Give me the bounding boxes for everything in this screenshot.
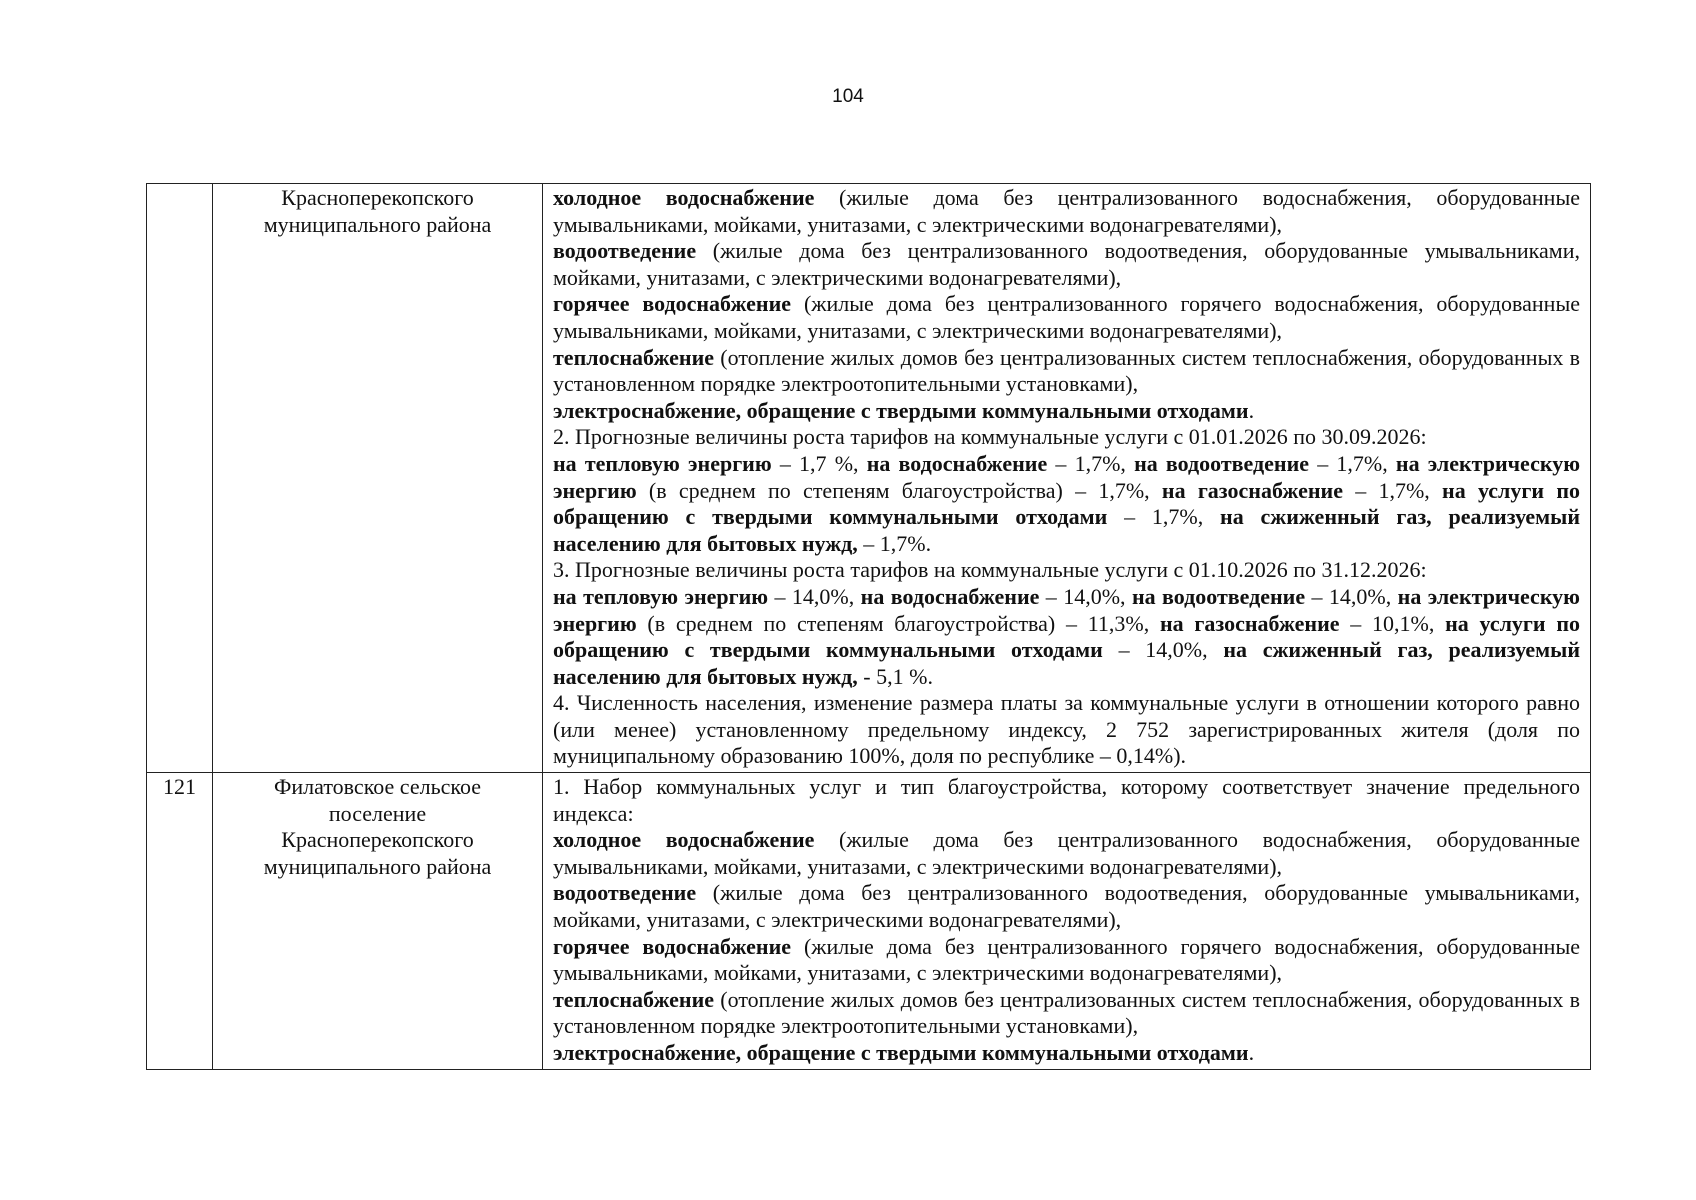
text-run: . (1248, 1040, 1255, 1065)
row-number-cell (147, 184, 213, 773)
text-run: – 1,7 %, (771, 450, 867, 476)
description-cell (543, 773, 1591, 1070)
text-run: 4. Численность населения, изменение размера платы за коммунальные услуги в отношении которого равно (или менее) установленному предельному индексу, 2 752 зарегистрированных жителя (доля по муниципальному образованию 100%, доля по республике – 0,14%). (553, 690, 1580, 769)
text-run: – 1,7%, (1107, 504, 1221, 530)
municipality-name-line: поселение (328, 800, 427, 826)
description-paragraph (553, 424, 1580, 451)
municipality-name-line: Филатовское сельское (274, 774, 481, 800)
text-run: - 5,1 %. (857, 663, 933, 689)
bold-text-run: теплоснабжение (553, 344, 715, 370)
bold-text-run: теплоснабжение (553, 986, 715, 1012)
bold-text-run: водоотведение (553, 238, 697, 264)
text-run: (жилые дома без централизованного водоотведения, оборудованные умывальниками, мойками, унитазами, с электрическими водонагревателями), (553, 880, 1580, 933)
text-run: (отопление жилых домов без централизованных систем теплоснабжения, оборудованных в установленном порядке электроотопительными установками), (553, 986, 1580, 1039)
description-paragraph (553, 774, 1580, 827)
text-run: (в среднем по степеням благоустройства) – 11,3%, (636, 610, 1160, 636)
bold-text-run: холодное водоснабжение (553, 827, 815, 853)
text-run: 3. Прогнозные величины роста тарифов на коммунальные услуги с 01.10.2026 по 31.12.2026: (553, 557, 1427, 583)
description-paragraph (553, 291, 1580, 344)
bold-text-run: электроснабжение, обращение с твердыми коммунальными отходами (553, 397, 1249, 423)
text-run: (жилые дома без централизованного водоснабжения, оборудованные умывальниками, мойками, унитазами, с электрическими водонагревателями), (553, 827, 1580, 879)
bold-text-run: горячее водоснабжение (553, 291, 792, 317)
text-run: 1. Набор коммунальных услуг и тип благоустройства, которому соответствует значение предельного индекса: (553, 774, 1580, 826)
description-cell (543, 184, 1591, 773)
text-run: – 14,0%, (1039, 583, 1132, 609)
page-number: 104 (832, 86, 864, 107)
description-paragraph (553, 827, 1580, 880)
table-row (147, 184, 1591, 773)
description-paragraph (553, 584, 1580, 690)
text-run: (отопление жилых домов без централизованных систем теплоснабжения, оборудованных в установленном порядке электроотопительными установками), (553, 344, 1580, 397)
text-run: 2. Прогнозные величины роста тарифов на коммунальные услуги с 01.01.2026 по 30.09.2026: (553, 424, 1427, 450)
description-paragraph (553, 557, 1580, 584)
text-run: – 1,7%, (1342, 477, 1443, 503)
description-paragraph (553, 451, 1580, 557)
municipality-name-line: муниципального района (263, 211, 492, 237)
bold-text-run: на газоснабжение (1161, 477, 1343, 503)
description-paragraph (553, 185, 1580, 238)
text-run: – 1,7%. (857, 530, 932, 556)
text-run: (жилые дома без централизованного горячего водоснабжения, оборудованные умывальниками, мойками, унитазами, с электрическими водонагревателями), (553, 933, 1580, 986)
description-paragraph (553, 987, 1580, 1040)
municipality-name-line: Красноперекопского (281, 185, 474, 210)
table-row (147, 773, 1591, 1070)
row-number-cell: 121 (147, 773, 213, 1070)
bold-text-run: на тепловую энергию (553, 583, 769, 609)
bold-text-run: на газоснабжение (1159, 610, 1340, 636)
bold-text-run: на электрическую энергию (553, 583, 1580, 636)
bold-text-run: холодное водоснабжение (553, 185, 815, 210)
description-paragraph (553, 398, 1580, 425)
bold-text-run: на услуги по обращению с твердыми коммунальными отходами (553, 610, 1580, 663)
text-run: (в среднем по степеням благоустройства) – 1,7%, (636, 477, 1162, 503)
tariff-table (146, 183, 1591, 1070)
text-run: (жилые дома без централизованного водоотведения, оборудованные умывальниками, мойками, унитазами, с электрическими водонагревателями), (553, 238, 1580, 290)
text-run: (жилые дома без централизованного водоснабжения, оборудованные умывальниками, мойками, унитазами, с электрическими водонагревателями), (553, 185, 1580, 237)
bold-text-run: на услуги по обращению с твердыми коммунальными отходами (553, 477, 1580, 530)
municipality-name-cell (213, 184, 543, 773)
text-run: – 1,7%, (1047, 450, 1135, 476)
municipality-name-line: Красноперекопского (281, 827, 474, 853)
bold-text-run: на сжиженный газ, реализуемый населению для бытовых нужд, (553, 504, 1580, 556)
bold-text-run: горячее водоснабжение (553, 933, 792, 959)
bold-text-run: на водоотведение (1134, 450, 1310, 476)
description-paragraph (553, 345, 1580, 398)
bold-text-run: на водоснабжение (866, 450, 1048, 476)
description-paragraph (553, 690, 1580, 770)
text-run: – 1,7%, (1309, 450, 1396, 476)
text-run: (жилые дома без централизованного горячего водоснабжения, оборудованные умывальниками, мойками, унитазами, с электрическими водонагревателями), (553, 291, 1580, 343)
description-paragraph (553, 934, 1580, 987)
bold-text-run: водоотведение (553, 880, 697, 906)
text-run: – 14,0%, (1305, 583, 1398, 609)
municipality-name-cell (213, 773, 543, 1070)
text-run: – 14,0%, (1102, 637, 1224, 663)
text-run: . (1248, 397, 1255, 423)
description-paragraph (553, 1040, 1580, 1067)
description-paragraph (553, 238, 1580, 291)
municipality-name-line: муниципального района (263, 853, 492, 879)
bold-text-run: на тепловую энергию (553, 450, 772, 476)
bold-text-run: на водоотведение (1131, 583, 1306, 609)
description-paragraph (553, 880, 1580, 933)
bold-text-run: на водоснабжение (860, 583, 1040, 609)
bold-text-run: на сжиженный газ, реализуемый населению для бытовых нужд, (553, 637, 1581, 689)
bold-text-run: электроснабжение, обращение с твердыми коммунальными отходами (553, 1040, 1249, 1065)
bold-text-run: на электрическую энергию (553, 450, 1581, 503)
text-run: – 10,1%, (1339, 610, 1446, 636)
text-run: – 14,0%, (768, 583, 861, 609)
